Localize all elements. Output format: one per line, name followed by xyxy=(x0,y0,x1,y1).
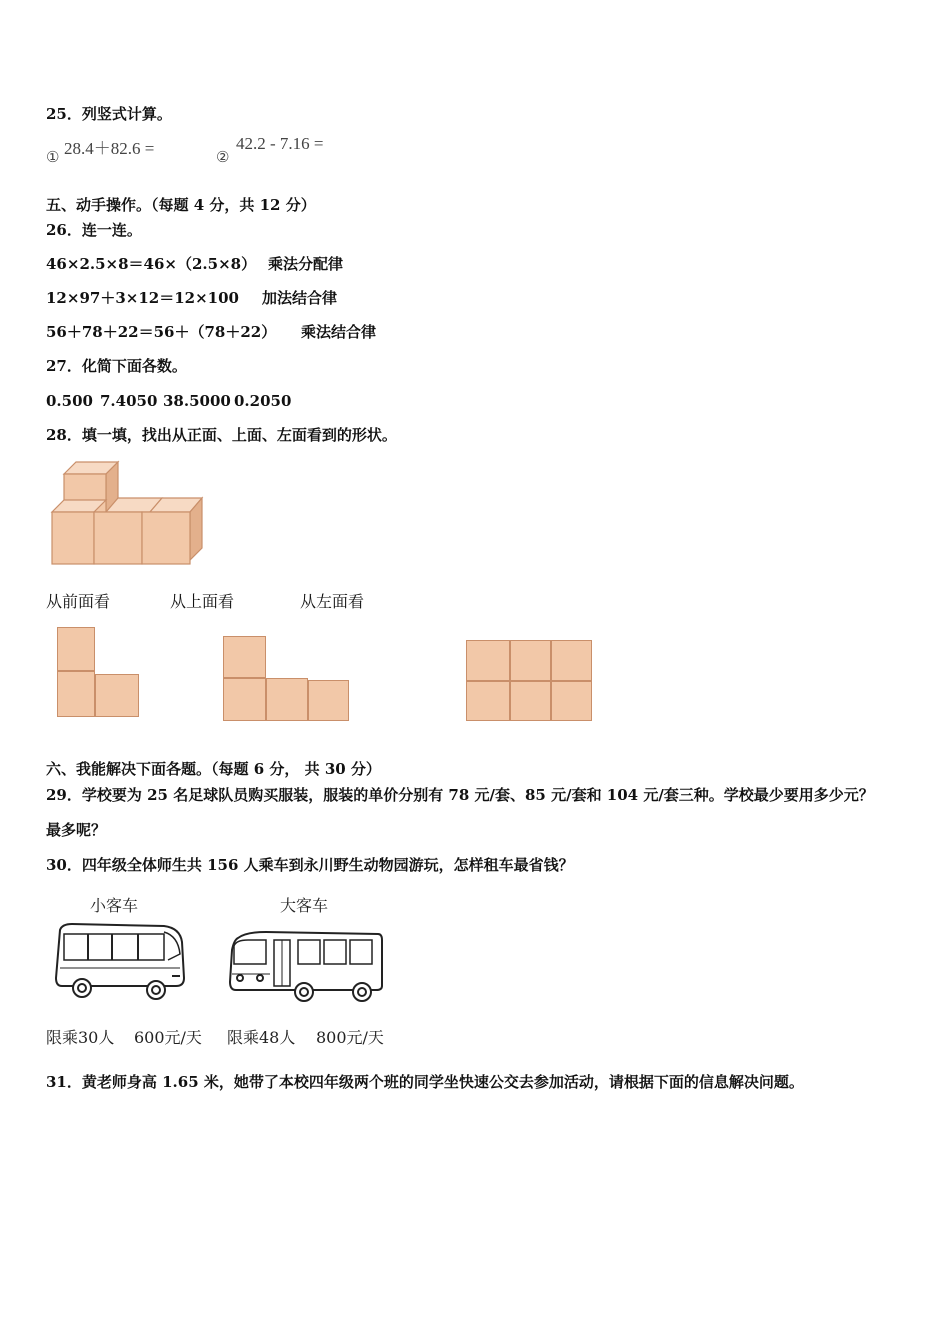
small-bus-capacity: 限乘30人 xyxy=(46,1028,115,1047)
q28-front-view-label: 从前面看 xyxy=(46,592,111,611)
q28-top-view-label: 从上面看 xyxy=(170,592,235,611)
view2-square xyxy=(223,678,266,721)
q26-title: 26．连一连。 xyxy=(46,221,142,239)
q28-left-view-label: 从左面看 xyxy=(300,592,365,611)
q25-title: 25．列竖式计算。 xyxy=(46,105,172,123)
view1-square xyxy=(57,671,95,717)
small-bus-name: 小客车 xyxy=(90,896,139,915)
large-bus-name: 大客车 xyxy=(280,896,329,915)
small-bus-icon xyxy=(52,920,187,1005)
q25-item1-expression: 28.4＋82.6 = xyxy=(64,139,155,158)
q31-title: 31．黄老师身高 1.65 米，她带了本校四年级两个班的同学坐快速公交去参加活动，请根据下面的信息解决问题。 xyxy=(46,1073,804,1091)
q26-row3-law: 乘法结合律 xyxy=(301,323,377,341)
view3-square xyxy=(551,640,592,681)
q29-line2: 最多呢？ xyxy=(46,821,107,839)
large-bus-icon xyxy=(226,930,386,1005)
section6-title: 六、我能解决下面各题。（每题 6 分， 共 30 分） xyxy=(46,760,381,778)
view1-square xyxy=(57,627,95,671)
q25-item2-expression: 42.2 - 7.16 = xyxy=(236,134,324,153)
q25-item1-mark: ① xyxy=(46,148,60,166)
q27-number-1: 0.500 xyxy=(46,392,93,410)
q26-row1-expression: 46×2.5×8＝46×（2.5×8） xyxy=(46,255,257,273)
view3-square xyxy=(466,640,510,681)
q27-title: 27．化简下面各数。 xyxy=(46,357,187,375)
q26-row3-expression: 56＋78＋22＝56＋（78＋22） xyxy=(46,323,277,341)
q27-number-3: 38.5000 xyxy=(163,392,231,410)
view3-square xyxy=(551,681,592,721)
q26-row2-law: 加法结合律 xyxy=(262,289,338,307)
view3-square xyxy=(510,640,551,681)
q29-line1: 29．学校要为 25 名足球队员购买服装，服装的单价分别有 78 元/套、85 元/套和 104 元/套三种。学校最少要用多少元？ xyxy=(46,786,874,804)
q28-title: 28．填一填，找出从正面、上面、左面看到的形状。 xyxy=(46,426,397,444)
view3-square xyxy=(510,681,551,721)
q26-row1-law: 乘法分配律 xyxy=(268,255,344,273)
view3-square xyxy=(466,681,510,721)
large-bus-price: 800元/天 xyxy=(316,1028,384,1047)
small-bus-price: 600元/天 xyxy=(134,1028,202,1047)
view2-square xyxy=(308,680,349,721)
view2-square xyxy=(223,636,266,678)
q27-number-2: 7.4050 xyxy=(100,392,158,410)
cube-stack-3d-figure xyxy=(46,454,206,570)
view2-square xyxy=(266,678,308,721)
view1-square xyxy=(95,674,139,717)
q30-title: 30．四年级全体师生共 156 人乘车到永川野生动物园游玩，怎样租车最省钱？ xyxy=(46,856,574,874)
q27-number-4: 0.2050 xyxy=(234,392,292,410)
large-bus-capacity: 限乘48人 xyxy=(227,1028,296,1047)
section5-title: 五、动手操作。（每题 4 分，共 12 分） xyxy=(46,196,316,214)
q25-item2-mark: ② xyxy=(216,148,230,166)
q26-row2-expression: 12×97＋3×12＝12×100 xyxy=(46,289,239,307)
